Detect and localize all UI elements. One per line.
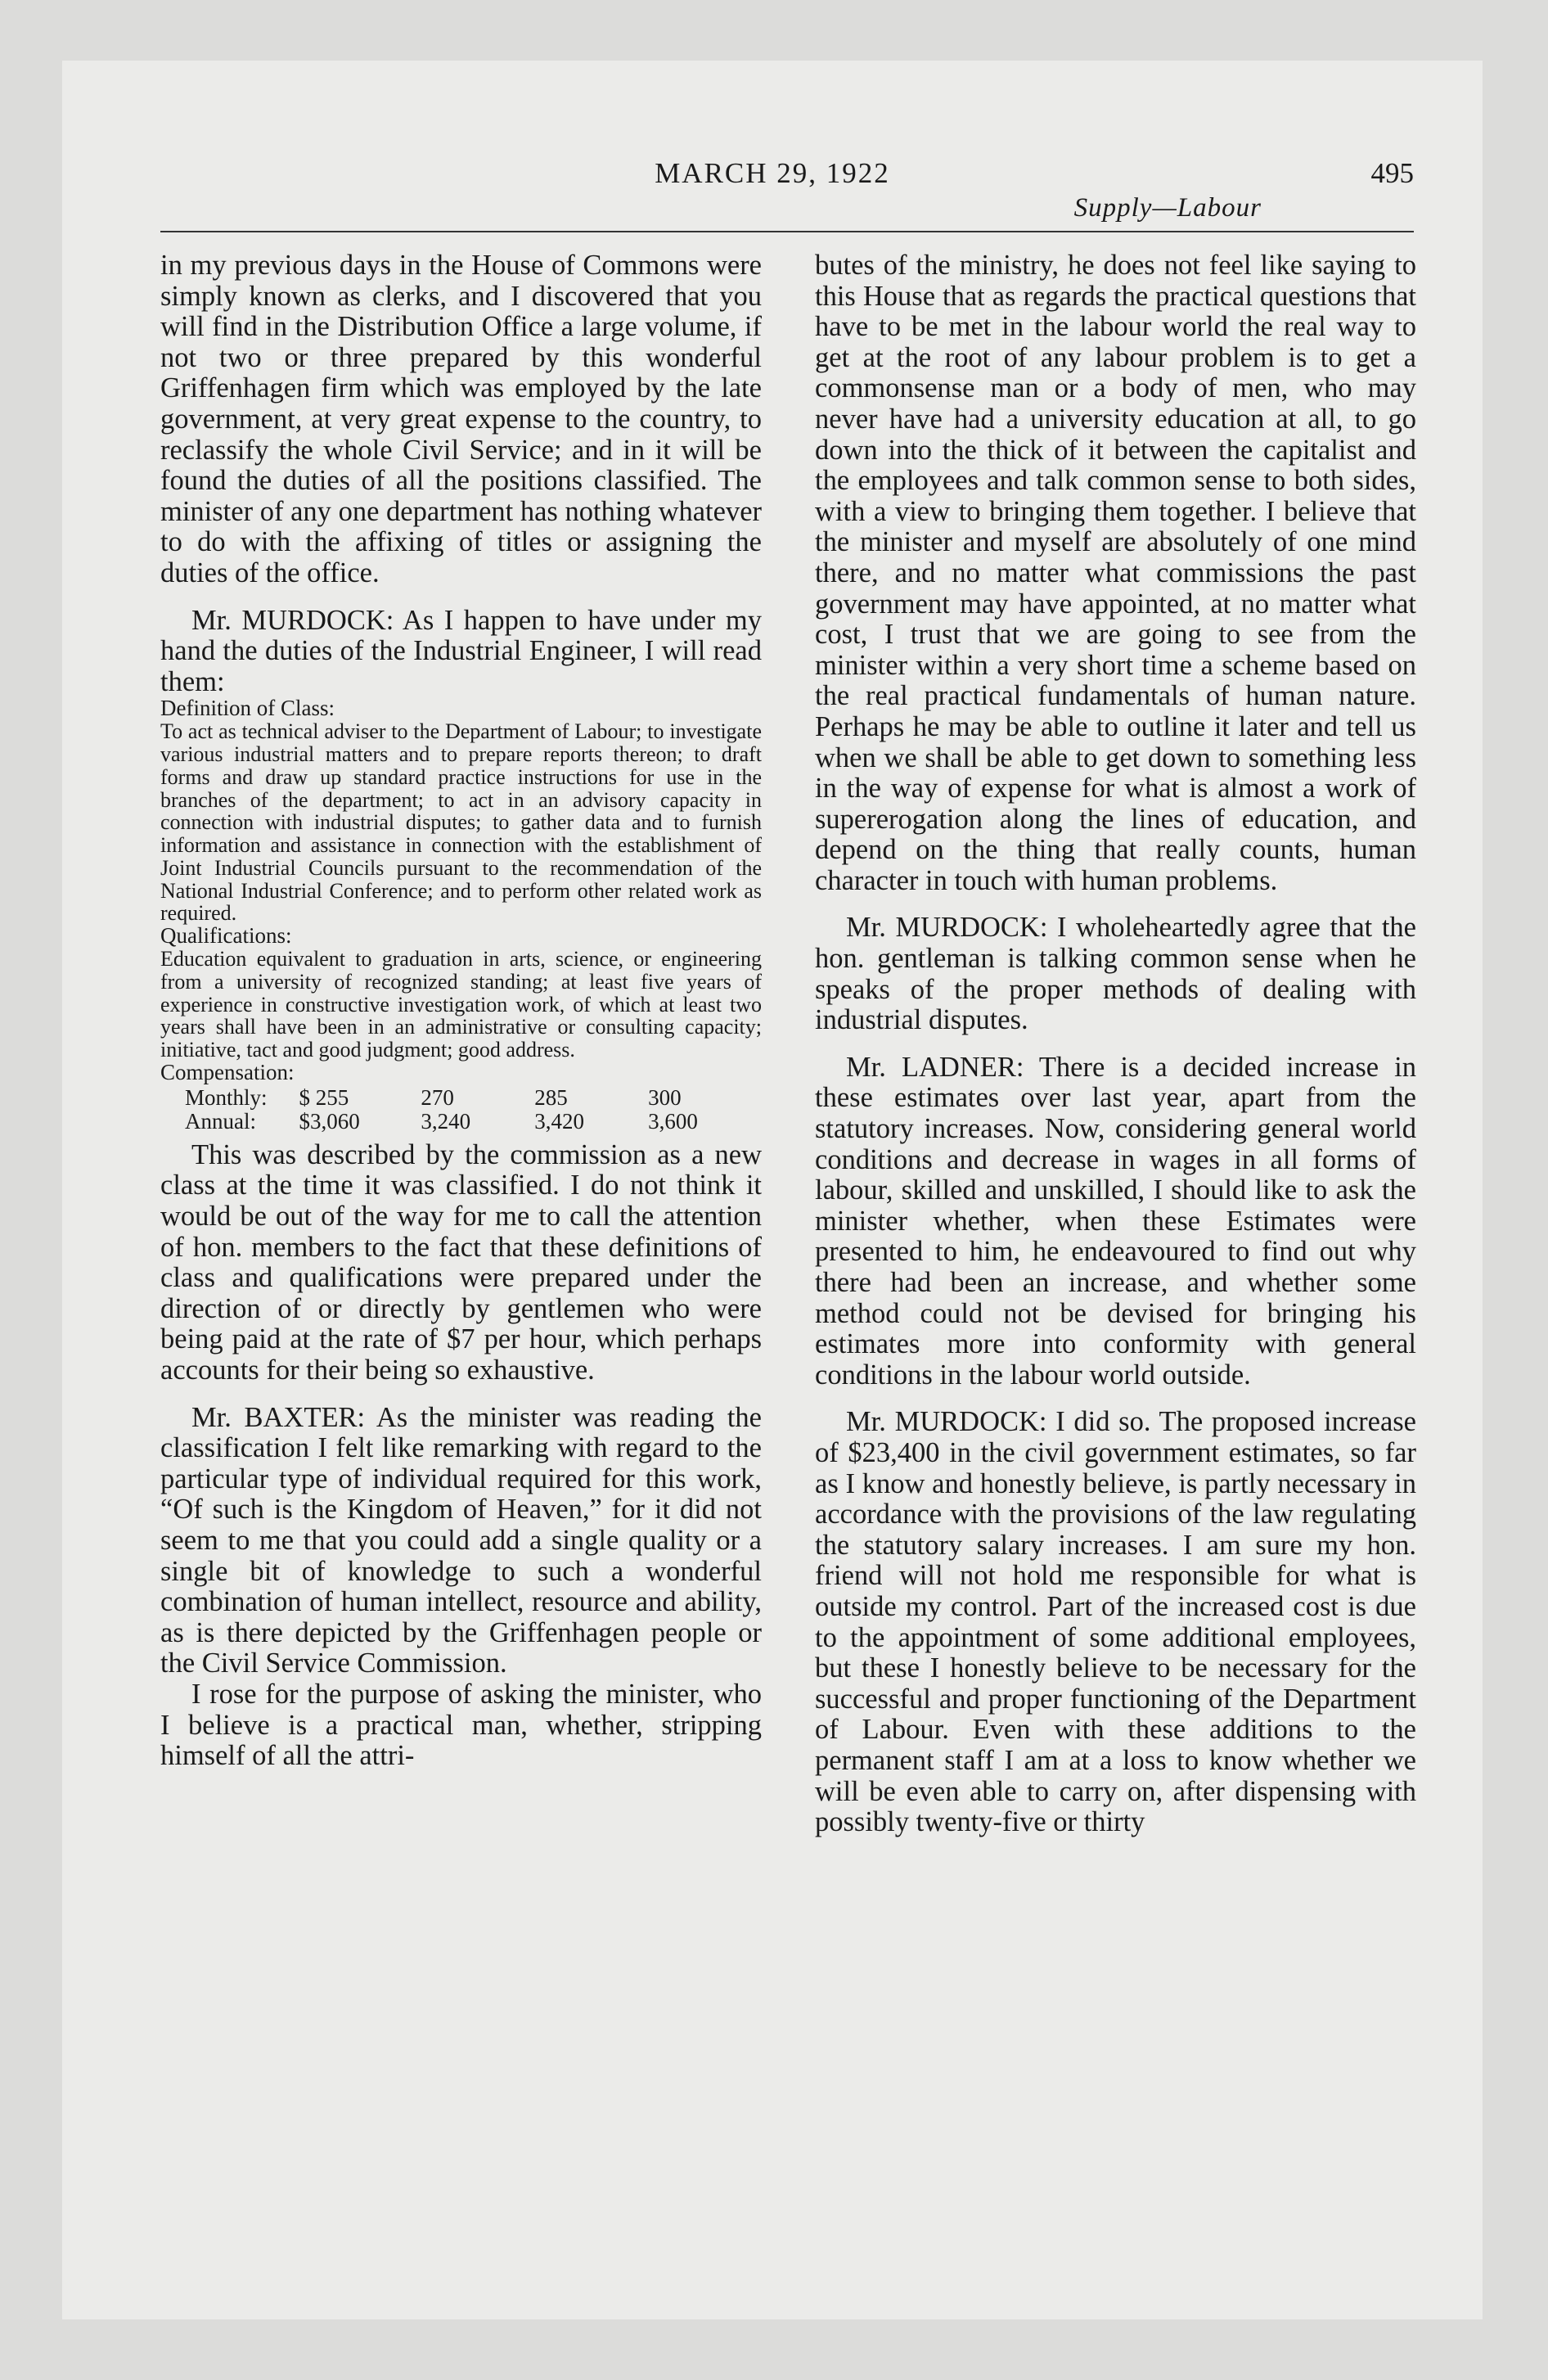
left-column: [160, 250, 762, 1772]
header-rule: [160, 231, 1414, 232]
left-para-3: This was described by the commission as a new class at the time it was classified. I do not think it would be out of the way for me to call the attention of hon. members to the fact that these definitions of class and qualifications were prepared under the direction of or directly by gentlemen who were being paid at the rate of $7 per hour, which perhaps accounts for their being so exhaustive.: [160, 1138, 762, 1386]
header-subject: Supply—Labour: [1073, 193, 1262, 223]
right-para-4: Mr. MURDOCK: I did so. The proposed increase of $23,400 in the civil government estimates, so far as I know and honestly believe, is partly necessary in accordance with the provisions of the law regulating the statutory salary increases. I am sure my hon. friend will not hold me responsible for what is outside my control. Part of the increased cost is due to the appointment of some additional employees, but these I honestly believe to be necessary for the successful and proper functioning of the Department of Labour. Even with these additions to the permanent staff I am at a loss to know whether we will be even able to carry on, after dispensing with possibly twenty-five or thirty: [815, 1406, 1416, 1838]
left-para-4: Mr. BAXTER: As the minister was reading the classification I felt like remarking with regard to the particular type of individual required for this work, “Of such is the Kingdom of Heaven,” for it did not seem to me that you could add a single quality or a single bit of knowledge to such a wonderful combination of human intellect, resource and ability, as is there depicted by the Griffenhagen people or the Civil Service Commission.: [160, 1401, 762, 1679]
annual-value: 3,240: [421, 1108, 471, 1134]
definition-heading: Definition of Class:: [160, 696, 335, 721]
table-row: [185, 1110, 762, 1134]
monthly-label: Monthly:: [185, 1084, 268, 1110]
table-row: [185, 1086, 762, 1110]
right-para-1: butes of the ministry, he does not feel like saying to this House that as regards the practical questions that have to be met in the labour world the real way to get at the root of any labour problem is to get a commonsense man or a body of men, who may never have had a university education at all, to go down into the thick of it between the capitalist and the employees and talk common sense to both sides, with a view to bringing them together. I believe that the minister and myself are absolutely of one mind there, and no matter what commissions the past government may have appointed, at no matter what cost, I trust that we are going to see from the minister within a very short time a scheme based on the real practical fundamentals of human nature. Perhaps he may be able to outline it later and tell us when we shall be able to get down to something less in the way of expense for what is almost a work of supererogation along the lines of education, and depend on the thing that really counts, human character in touch with human problems.: [815, 250, 1416, 896]
header-date: MARCH 29, 1922: [655, 157, 890, 189]
definition-body: To act as technical adviser to the Department of Labour; to investigate various industrial matters and to prepare reports thereon; to draft forms and draw up standard practice instructions for use in the branches of the department; to act in an advisory capacity in connection with industrial disputes; to gather data and to furnish information and assistance in connection with the establishment of Joint Industrial Councils pursuant to the recommendation of the National Industrial Conference; and to perform other related work as required.: [160, 719, 762, 926]
annual-value: 3,420: [534, 1108, 584, 1134]
left-para-5: I rose for the purpose of asking the minister, who I believe is a practical man, whether, stripping himself of all the attri-: [160, 1678, 762, 1772]
compensation-heading: Compensation:: [160, 1060, 295, 1085]
monthly-value: 270: [421, 1084, 454, 1110]
page-number: 495: [1370, 157, 1414, 189]
annual-value: $3,060: [299, 1108, 360, 1134]
right-para-2: Mr. MURDOCK: I wholeheartedly agree that the hon. gentleman is talking common sense when he speaks of the proper methods of dealing with industrial disputes.: [815, 912, 1416, 1036]
annual-value: 3,600: [648, 1108, 698, 1134]
qualifications-heading: Qualifications:: [160, 923, 292, 949]
monthly-value: 300: [648, 1084, 682, 1110]
monthly-value: 285: [534, 1084, 568, 1110]
quoted-classification: [160, 697, 762, 1134]
compensation-table: [185, 1086, 762, 1134]
left-para-1: in my previous days in the House of Commons were simply known as clerks, and I discovered that you will find in the Distribution Office a large volume, if not two or three prepared by this wonderful Griffenhagen firm which was employed by the late government, at very great expense to the country, to reclassify the whole Civil Service; and in it will be found the duties of all the positions classified. The minister of any one department has nothing whatever to do with the affixing of titles or assigning the duties of the office.: [160, 250, 762, 588]
document-page: [62, 61, 1483, 2319]
right-para-3: Mr. LADNER: There is a decided increase in these estimates over last year, apart from the statutory increases. Now, considering general world conditions and decrease in wages in all forms of labour, skilled and unskilled, I should like to ask the minister whether, when these Estimates were presented to him, he endeavoured to find out why there had been an increase, and whether some method could not be devised for bringing his estimates more into conformity with general conditions in the labour world outside.: [815, 1051, 1416, 1391]
annual-label: Annual:: [185, 1108, 256, 1134]
left-para-2: Mr. MURDOCK: As I happen to have under my hand the duties of the Industrial Engineer, I will read them:: [160, 604, 762, 697]
page-header: [62, 157, 1483, 231]
right-column: [815, 250, 1416, 1838]
monthly-value: $ 255: [299, 1084, 349, 1110]
qualifications-body: Education equivalent to graduation in arts, science, or engineering from a university of recognized standing; at least five years of experience in constructive investigation work, of which at least two years shall have been in an administrative or consulting capacity; initiative, tact and good judgment; good address.: [160, 947, 762, 1062]
